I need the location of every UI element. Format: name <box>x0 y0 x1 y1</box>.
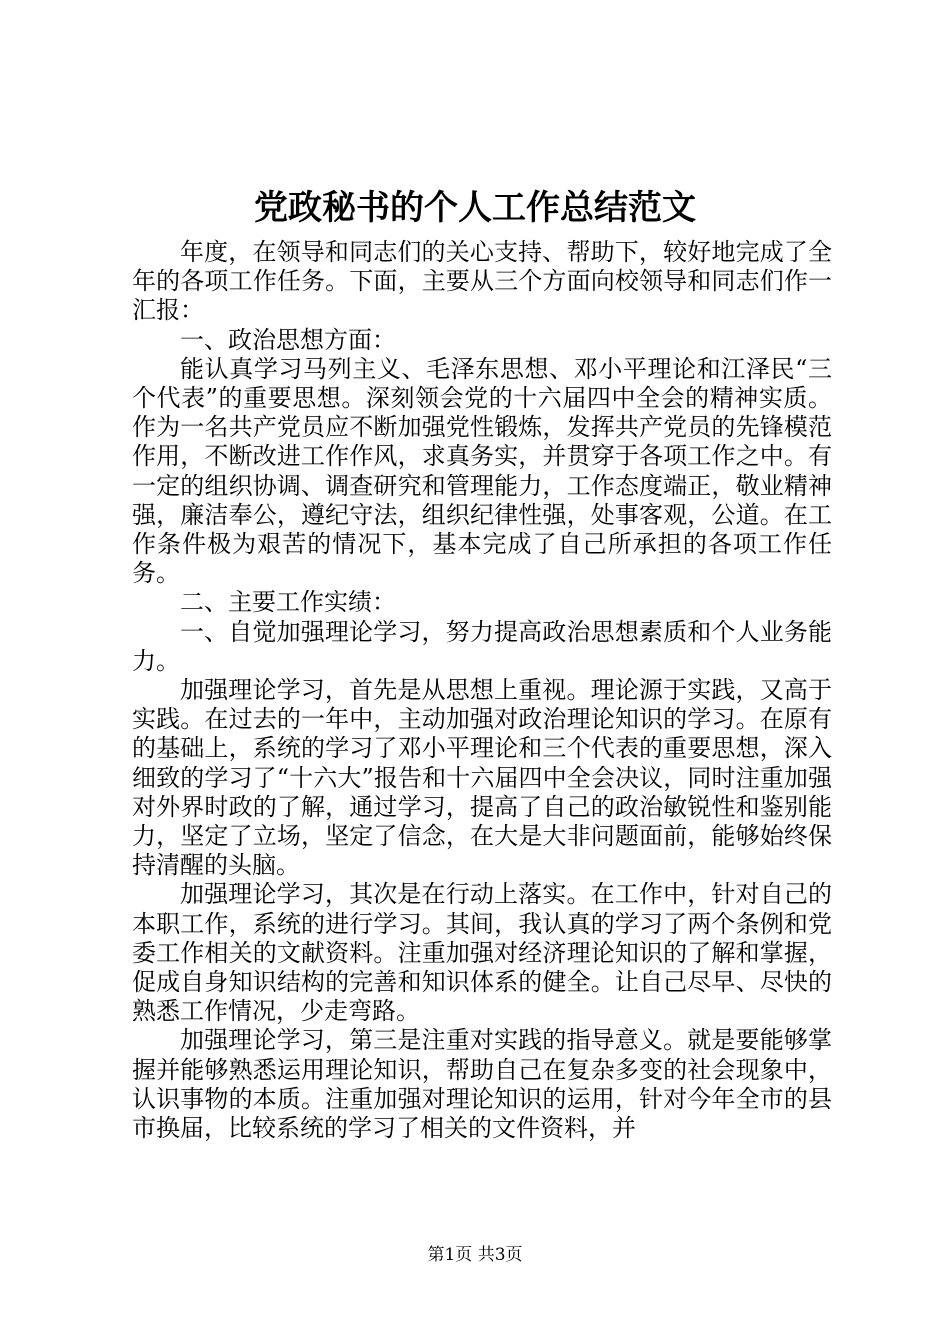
document-title: 党政秘书的个人工作总结范文 <box>254 188 696 228</box>
paragraph-theory-second: 加强理论学习，其次是在行动上落实。在工作中，针对自己的本职工作，系统的进行学习。其间，我认真的学习了两个条例和党委工作相关的文献资料。注重加强对经济理论知识的了解和掌握，促成自身知识结构的完善和知识体系的健全。让自己尽早、尽快的熟悉工作情况，少走弯路。 <box>132 880 832 1026</box>
paragraph-theory-first: 加强理论学习，首先是从思想上重视。理论源于实践，又高于实践。在过去的一年中，主动加强对政治理论知识的学习。在原有的基础上，系统的学习了邓小平理论和三个代表的重要思想，深入细致的学习了“十六大”报告和十六届四中全会决议，同时注重加强对外界时政的了解，通过学习，提高了自己的政治敏锐性和鉴别能力，坚定了立场，坚定了信念，在大是大非问题面前，能够始终保持清醒的头脑。 <box>132 676 832 880</box>
section-heading-political-thought: 一、政治思想方面： <box>180 325 396 354</box>
subsection-heading-theory-study: 一、自觉加强理论学习，努力提高政治思想素质和个人业务能力。 <box>132 617 832 675</box>
section-heading-work-achievements: 二、主要工作实绩： <box>180 588 396 617</box>
page-number-footer: 第1页 共3页 <box>427 1245 523 1265</box>
paragraph-theory-third: 加强理论学习，第三是注重对实践的指导意义。就是要能够掌握并能够熟悉运用理论知识，帮助自己在复杂多变的社会现象中，认识事物的本质。注重加强对理论知识的运用，针对今年全市的县市换届，比较系统的学习了相关的文件资料，并 <box>132 1026 832 1143</box>
document-body <box>132 238 832 1143</box>
paragraph-intro: 年度，在领导和同志们的关心支持、帮助下，较好地完成了全年的各项工作任务。下面，主要从三个方面向校领导和同志们作一汇报： <box>132 238 832 325</box>
paragraph-political-thought: 能认真学习马列主义、毛泽东思想、邓小平理论和江泽民“三个代表”的重要思想。深刻领会党的十六届四中全会的精神实质。作为一名共产党员应不断加强党性锻炼，发挥共产党员的先锋模范作用，不断改进工作作风，求真务实，并贯穿于各项工作之中。有一定的组织协调、调查研究和管理能力，工作态度端正，敬业精神强，廉洁奉公，遵纪守法，组织纪律性强，处事客观，公道。在工作条件极为艰苦的情况下，基本完成了自己所承担的各项工作任务。 <box>132 354 832 588</box>
